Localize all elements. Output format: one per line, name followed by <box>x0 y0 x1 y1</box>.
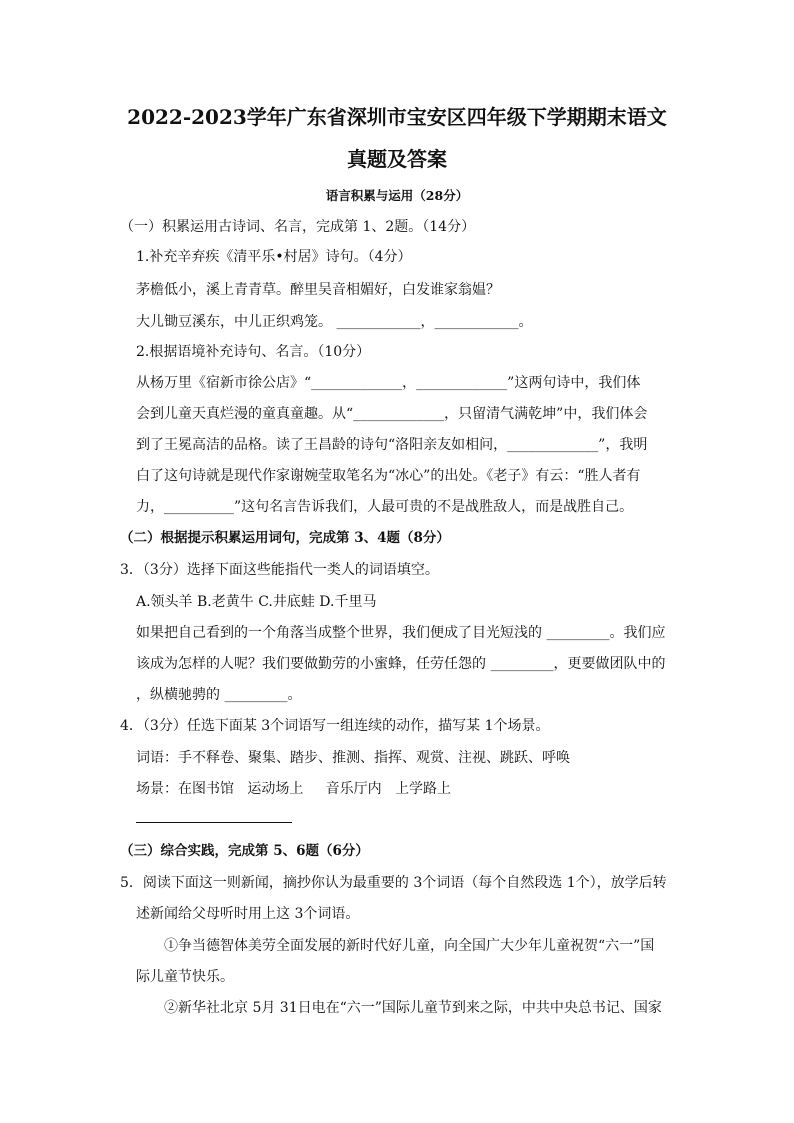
news-p1-line2: 际儿童节快乐。 <box>136 969 234 985</box>
document-title-line2: 真题及答案 <box>347 147 447 171</box>
question-3: 3．（3分）选择下面这些能指代一类人的词语填空。 <box>120 562 439 578</box>
section-heading: 语言积累与运用（28分） <box>325 188 469 203</box>
q3-text-line1: 如果把自己看到的一个角落当成整个世界，我们便成了目光短浅的 _________。我们应 <box>136 625 666 641</box>
question-5-line1: 5．阅读下面这一则新闻，摘抄你认为最重要的 3个词语（每个自然段选 1个），放学后转 <box>120 875 667 891</box>
question-1: 1.补充辛弃疾《清平乐•村居》诗句。（4分） <box>136 249 412 265</box>
q3-text-line2: 该成为怎样的人呢？我们要做勤劳的小蜜蜂，任劳任怨的 _________，更要做团队中的 <box>136 656 666 672</box>
q2-text-line3: 到了王冕高洁的品格。读了王昌龄的诗句“洛阳亲友如相问，_____________”，我明 <box>136 437 648 453</box>
part1-heading: （一）积累运用古诗词、名言，完成第 1、2题。（14分） <box>120 219 476 235</box>
q4-words: 词语：手不释卷、聚集、踏步、推测、指挥、观赏、注视、跳跃、呼唤 <box>136 750 570 766</box>
q2-text-line2: 会到儿童天真烂漫的童真童趣。从“_____________，只留清气满乾坤”中，我们体会 <box>136 406 648 422</box>
news-p2-line1: ②新华社北京 5月 31日电在“六一”国际儿童节到来之际，中共中央总书记、国家 <box>164 1000 662 1016</box>
part3-heading: （三）综合实践，完成第 5、6题（6分） <box>120 843 369 859</box>
question-2: 2.根据语境补充诗句、名言。（10分） <box>136 344 371 360</box>
question-4: 4．（3分）任选下面某 3个词语写一组连续的动作，描写某 1个场景。 <box>120 718 550 734</box>
q1-poem-line2: 大儿锄豆溪东，中儿正织鸡笼。 ____________，____________。 <box>136 314 533 330</box>
q4-answer-line <box>136 822 292 823</box>
document-title-line1: 2022-2023学年广东省深圳市宝安区四年级下学期期末语文 <box>127 105 667 129</box>
question-5-line2: 述新闻给父母听时用上这 3个词语。 <box>136 906 360 922</box>
q2-text-line1: 从杨万里《宿新市徐公店》“_____________，_____________”这两句诗中，我们体 <box>136 375 641 391</box>
q2-text-line5: 力，__________”这句名言告诉我们，人最可贵的不是战胜敌人，而是战胜自己。 <box>136 499 634 515</box>
q3-text-line3: ，纵横驰骋的 _________。 <box>136 687 302 703</box>
q3-options: A.领头羊 B.老黄牛 C.井底蛙 D.千里马 <box>136 594 377 610</box>
news-p1-line1: ①争当德智体美劳全面发展的新时代好儿童，向全国广大少年儿童祝贺“六一”国 <box>164 938 655 954</box>
q2-text-line4: 白了这句诗就是现代作家谢婉莹取笔名为“冰心”的出处。《老子》有云：“胜人者有 <box>136 468 641 484</box>
q4-scenes: 场景：在图书馆 运动场上 音乐厅内 上学路上 <box>136 781 451 797</box>
q1-poem-line1: 茅檐低小，溪上青青草。醉里吴音相媚好，白发谁家翁媪？ <box>136 282 500 298</box>
part2-heading: （二）根据提示积累运用词句，完成第 3、4题（8分） <box>120 530 450 546</box>
